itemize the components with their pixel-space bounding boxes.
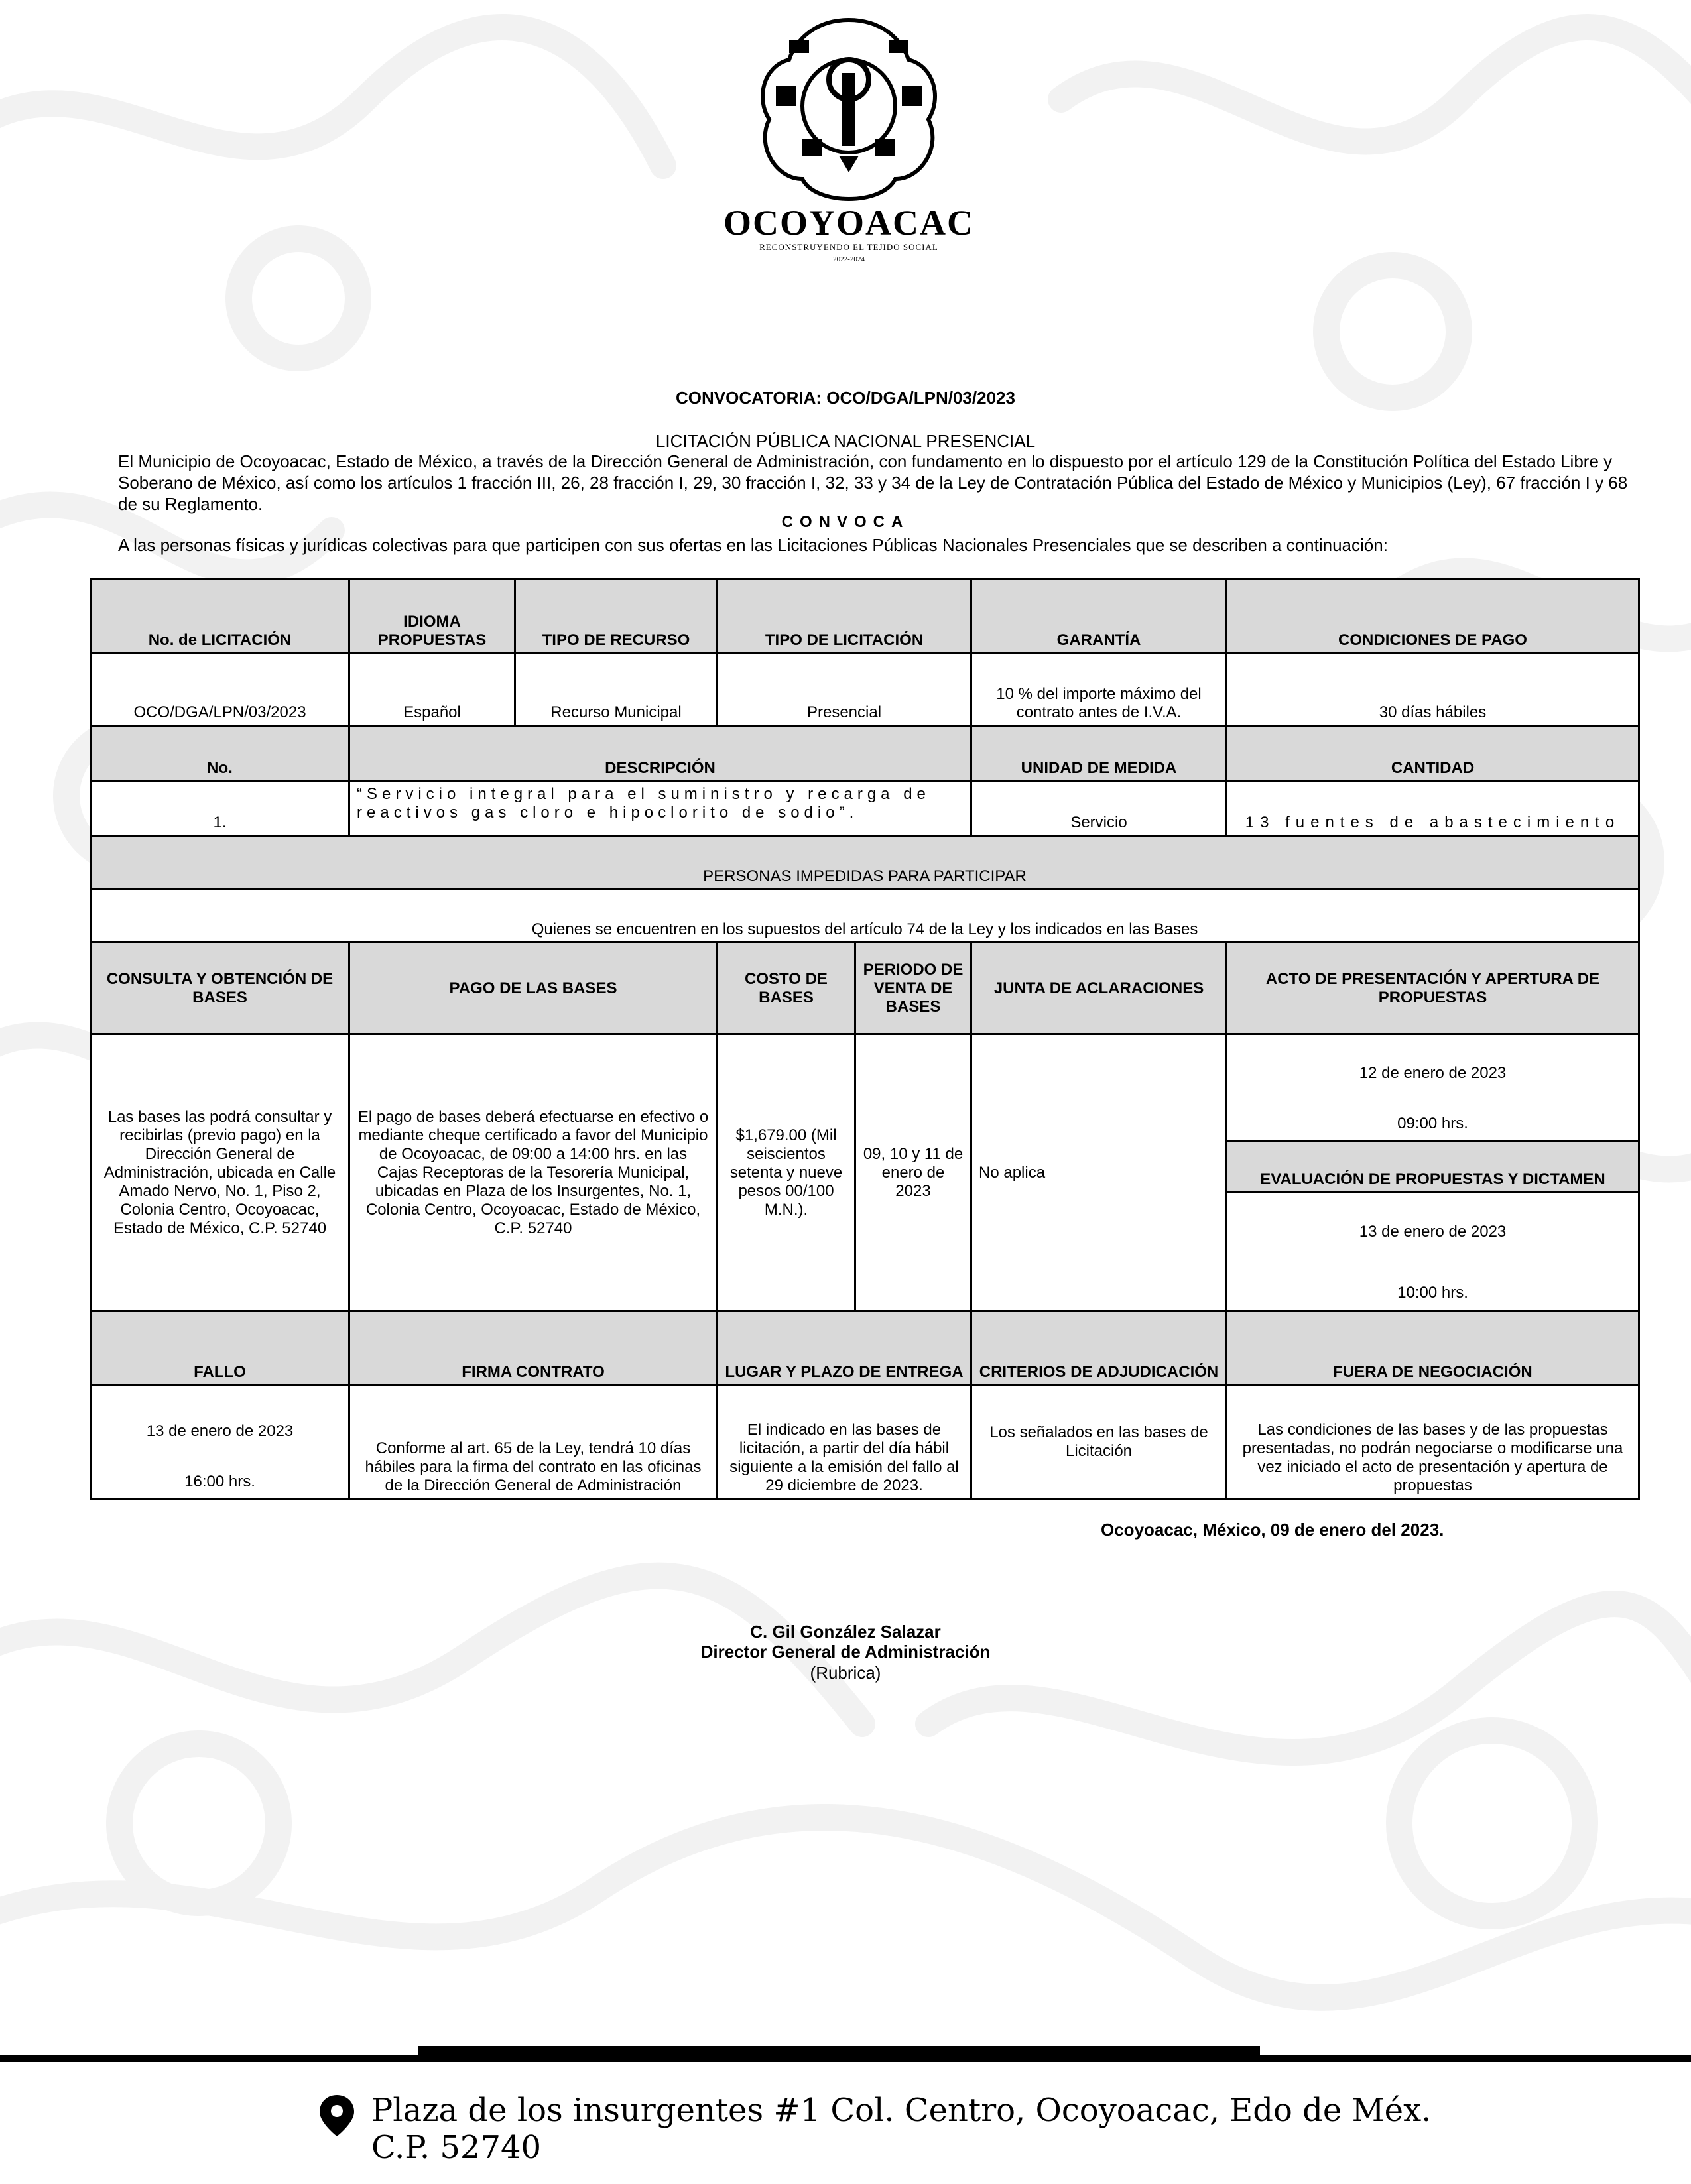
header-cell: COSTO DE BASES: [718, 942, 855, 1034]
fallo-hora: 16:00 hrs.: [184, 1473, 255, 1491]
evaluacion-fecha: 13 de enero de 2023: [1359, 1223, 1507, 1241]
periodo-cell: 09, 10 y 11 de enero de 2023: [855, 1034, 971, 1311]
description-cell: “Servicio integral para el suministro y recarga de reactivos gas cloro e hipoclorito de sodio”.: [349, 782, 971, 836]
header-cell: GARANTÍA: [971, 579, 1227, 654]
header-cell: TIPO DE LICITACIÓN: [718, 579, 971, 654]
table-cell: 13 fuentes de abastecimiento: [1227, 782, 1639, 836]
fallo-fecha: 13 de enero de 2023: [146, 1422, 294, 1441]
costo-cell: $1,679.00 (Mil seiscientos setenta y nueve pesos 00/100 M.N.).: [718, 1034, 855, 1311]
table-row: [91, 836, 1639, 889]
impedidas-text: Quienes se encuentren en los supuestos del artículo 74 de la Ley y los indicados en las Bases: [91, 889, 1639, 942]
table-cell: OCO/DGA/LPN/03/2023: [91, 654, 349, 725]
table-cell: Español: [349, 654, 515, 725]
intro-paragraph-2: A las personas físicas y jurídicas colectivas para que participen con sus ofertas en las Licitaciones Públicas Nacionales Presenciales que se describen a continuación:: [118, 535, 1388, 555]
header-cell: CRITERIOS DE ADJUDICACIÓN: [971, 1311, 1227, 1385]
criterios-cell: Los señalados en las bases de Licitación: [971, 1386, 1227, 1499]
pago-cell: El pago de bases deberá efectuarse en efectivo o mediante cheque certificado a favor del Municipio de Ocoyoacac, de 09:00 a 14:00 hrs. en las Cajas Receptoras de la Tesorería Municipal, ubicadas en Plaza de los Insurgentes, No. 1, Colonia Centro, Ocoyoacac, Estado de México, C.P. 52740: [349, 1034, 718, 1311]
brand-tagline: RECONSTRUYENDO EL TEJIDO SOCIAL: [759, 242, 938, 252]
brand-period: 2022-2024: [833, 255, 865, 263]
footer-address: Plaza de los insurgentes #1 Col. Centro, Ocoyoacac, Edo de Méx. C.P. 52740: [371, 2092, 1432, 2166]
header-cell: FALLO: [91, 1311, 349, 1385]
header-cell: PERIODO DE VENTA DE BASES: [855, 942, 971, 1034]
table-cell: Servicio: [971, 782, 1227, 836]
document-title: CONVOCATORIA: OCO/DGA/LPN/03/2023: [676, 388, 1015, 408]
table-row: [91, 579, 1639, 654]
fuera-cell: Las condiciones de las bases y de las propuestas presentadas, no podrán negociarse o modificarse una vez iniciado el acto de presentación y apertura de propuestas: [1227, 1386, 1639, 1499]
impedidas-title: PERSONAS IMPEDIDAS PARA PARTICIPAR: [91, 836, 1639, 889]
lugar-cell: El indicado en las bases de licitación, a partir del día hábil siguiente a la emisión del fallo al 29 diciembre de 2023.: [718, 1386, 971, 1499]
header-cell: DESCRIPCIÓN: [349, 725, 971, 781]
table-row: [91, 1034, 1639, 1141]
evaluacion-title: EVALUACIÓN DE PROPUESTAS Y DICTAMEN: [1227, 1140, 1639, 1192]
table-cell: 30 días hábiles: [1227, 654, 1639, 725]
ocoyoacac-seal-logo: [749, 13, 948, 212]
junta-cell: No aplica: [971, 1034, 1227, 1311]
table-row: [91, 1311, 1639, 1385]
signature-note: (Rubrica): [810, 1663, 881, 1683]
evaluacion-cell: [1227, 1193, 1639, 1311]
document-subtitle: LICITACIÓN PÚBLICA NACIONAL PRESENCIAL: [655, 431, 1036, 451]
header-cell: TIPO DE RECURSO: [515, 579, 718, 654]
header-cell: FIRMA CONTRATO: [349, 1311, 718, 1385]
table-row: [91, 654, 1639, 725]
footer-divider: [0, 2055, 1691, 2062]
header-cell: ACTO DE PRESENTACIÓN Y APERTURA DE PROPUESTAS: [1227, 942, 1639, 1034]
header-cell: No. de LICITACIÓN: [91, 579, 349, 654]
table-cell: 10 % del importe máximo del contrato antes de I.V.A.: [971, 654, 1227, 725]
header-cell: UNIDAD DE MEDIDA: [971, 725, 1227, 781]
header-cell: No.: [91, 725, 349, 781]
convoca-heading: CONVOCA: [781, 513, 910, 531]
header-cell: IDIOMA PROPUESTAS: [349, 579, 515, 654]
licitacion-table: [90, 578, 1640, 1500]
table-row: [91, 889, 1639, 942]
acto-cell: [1227, 1034, 1639, 1141]
footer-divider-top: [418, 2046, 1260, 2055]
firma-cell: Conforme al art. 65 de la Ley, tendrá 10 días hábiles para la firma del contrato en las oficinas de la Dirección General de Administración: [349, 1386, 718, 1499]
header-cell: JUNTA DE ACLARACIONES: [971, 942, 1227, 1034]
brand-name: OCOYOACAC: [723, 203, 974, 243]
table-row: [91, 1386, 1639, 1499]
evaluacion-hora: 10:00 hrs.: [1397, 1284, 1468, 1302]
header-cell: FUERA DE NEGOCIACIÓN: [1227, 1311, 1639, 1385]
fallo-cell: [91, 1386, 349, 1499]
table-row: [91, 782, 1639, 836]
consulta-cell: Las bases las podrá consultar y recibirlas (previo pago) en la Dirección General de Administración, ubicada en Calle Amado Nervo, No. 1, Piso 2, Colonia Centro, Ocoyoacac, Estado de México, C.P. 52740: [91, 1034, 349, 1311]
location-pin-icon: [318, 2094, 355, 2138]
acto-hora: 09:00 hrs.: [1397, 1115, 1468, 1133]
header-cell: PAGO DE LAS BASES: [349, 942, 718, 1034]
intro-paragraph: El Municipio de Ocoyoacac, Estado de México, a través de la Dirección General de Administración, con fundamento en lo dispuesto por el artículo 129 de la Constitución Política del Estado Libre y Soberano de México, así como los artículos 1 fracción III, 26, 28 fracción I, 29, 30 fracción I, 32, 33 y 34 de la Ley de Contratación Pública del Estado de México y Municipios (Ley), 67 fracción I y 68 de su Reglamento.: [118, 452, 1628, 514]
table-cell: Recurso Municipal: [515, 654, 718, 725]
table-row: [91, 942, 1639, 1034]
signatory-role: Director General de Administración: [700, 1642, 991, 1662]
acto-fecha: 12 de enero de 2023: [1359, 1064, 1507, 1083]
header-cell: CANTIDAD: [1227, 725, 1639, 781]
place-date: Ocoyoacac, México, 09 de enero del 2023.: [1101, 1520, 1444, 1540]
header-cell: CONSULTA Y OBTENCIÓN DE BASES: [91, 942, 349, 1034]
table-row: [91, 725, 1639, 781]
table-cell: 1.: [91, 782, 349, 836]
signatory-name: C. Gil González Salazar: [750, 1622, 941, 1642]
table-cell: Presencial: [718, 654, 971, 725]
header-cell: CONDICIONES DE PAGO: [1227, 579, 1639, 654]
header-cell: LUGAR Y PLAZO DE ENTREGA: [718, 1311, 971, 1385]
